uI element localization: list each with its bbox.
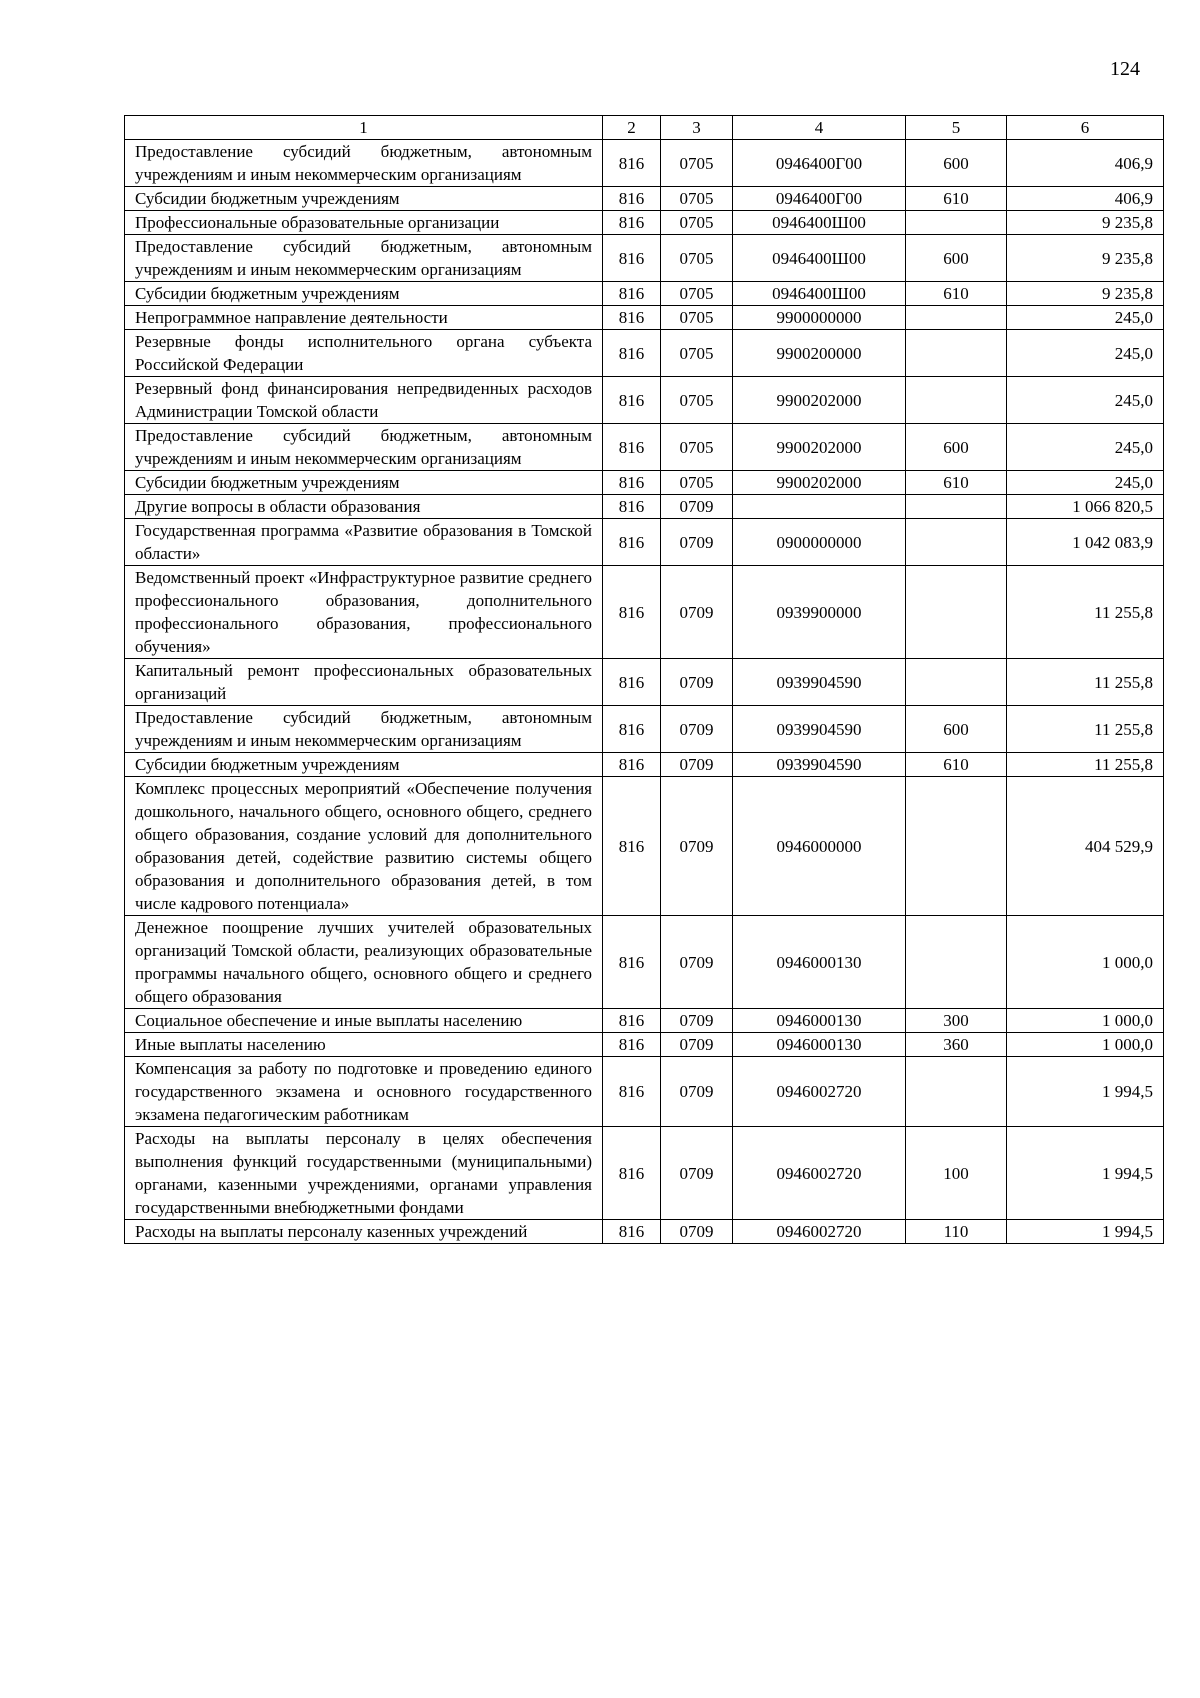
table-row [125,377,1164,424]
row-target-code-cell: 0939904590 [733,753,906,777]
row-sum-cell: 9 235,8 [1007,282,1164,306]
table-row [125,566,1164,659]
row-target-code-cell: 9900202000 [733,471,906,495]
table-row [125,1057,1164,1127]
row-target-code-cell: 0939900000 [733,566,906,659]
row-section-cell: 0709 [661,566,733,659]
row-sum-cell: 1 066 820,5 [1007,495,1164,519]
row-target-code-cell [733,495,906,519]
row-sum-cell: 406,9 [1007,187,1164,211]
row-name-cell: Социальное обеспечение и иные выплаты населению [125,1009,603,1033]
row-section-cell: 0709 [661,519,733,566]
row-ved-cell: 816 [603,1033,661,1057]
row-ved-cell: 816 [603,1220,661,1244]
row-section-cell: 0709 [661,1009,733,1033]
row-ved-cell: 816 [603,519,661,566]
row-sum-cell: 11 255,8 [1007,706,1164,753]
row-expense-type-cell [906,211,1007,235]
table-row [125,235,1164,282]
header-col-4: 4 [733,116,906,140]
row-expense-type-cell: 300 [906,1009,1007,1033]
row-name-cell: Комплекс процессных мероприятий «Обеспечение получения дошкольного, начального общего, основного общего, среднего общего образования, создание условий для дополнительного образования детей, содействие развитию системы общего образования и дополнительного образования детей, в том числе кадрового потенциала» [125,777,603,916]
table-header-row [125,116,1164,140]
row-target-code-cell: 9900200000 [733,330,906,377]
row-sum-cell: 11 255,8 [1007,566,1164,659]
row-expense-type-cell: 600 [906,706,1007,753]
row-name-cell: Резервный фонд финансирования непредвиденных расходов Администрации Томской области [125,377,603,424]
row-name-cell: Компенсация за работу по подготовке и проведению единого государственного экзамена и основного государственного экзамена педагогическим работникам [125,1057,603,1127]
row-expense-type-cell: 610 [906,187,1007,211]
row-expense-type-cell [906,916,1007,1009]
row-target-code-cell: 0946400Г00 [733,140,906,187]
row-target-code-cell: 9900202000 [733,377,906,424]
row-name-cell: Иные выплаты населению [125,1033,603,1057]
row-section-cell: 0705 [661,211,733,235]
row-name-cell: Субсидии бюджетным учреждениям [125,187,603,211]
table-row [125,777,1164,916]
row-target-code-cell: 0939904590 [733,706,906,753]
table-row [125,916,1164,1009]
row-expense-type-cell [906,330,1007,377]
row-name-cell: Расходы на выплаты персоналу казенных учреждений [125,1220,603,1244]
row-expense-type-cell [906,659,1007,706]
row-section-cell: 0705 [661,471,733,495]
row-name-cell: Денежное поощрение лучших учителей образовательных организаций Томской области, реализующих образовательные программы начального общего, основного общего и среднего общего образования [125,916,603,1009]
table-row [125,306,1164,330]
row-expense-type-cell [906,519,1007,566]
row-sum-cell: 245,0 [1007,471,1164,495]
row-sum-cell: 11 255,8 [1007,659,1164,706]
row-ved-cell: 816 [603,706,661,753]
row-ved-cell: 816 [603,1057,661,1127]
header-col-1: 1 [125,116,603,140]
table-row [125,495,1164,519]
header-col-3: 3 [661,116,733,140]
row-sum-cell: 11 255,8 [1007,753,1164,777]
table-row [125,1033,1164,1057]
row-target-code-cell: 0946000130 [733,1009,906,1033]
row-ved-cell: 816 [603,659,661,706]
row-section-cell: 0709 [661,706,733,753]
row-name-cell: Предоставление субсидий бюджетным, автономным учреждениям и иным некоммерческим организациям [125,235,603,282]
row-ved-cell: 816 [603,1009,661,1033]
row-name-cell: Капитальный ремонт профессиональных образовательных организаций [125,659,603,706]
row-ved-cell: 816 [603,330,661,377]
header-col-6: 6 [1007,116,1164,140]
row-sum-cell: 9 235,8 [1007,211,1164,235]
row-ved-cell: 816 [603,424,661,471]
row-target-code-cell: 9900000000 [733,306,906,330]
row-target-code-cell: 0946002720 [733,1220,906,1244]
row-target-code-cell: 0946000130 [733,916,906,1009]
row-section-cell: 0709 [661,753,733,777]
row-name-cell: Субсидии бюджетным учреждениям [125,282,603,306]
row-section-cell: 0705 [661,377,733,424]
row-target-code-cell: 9900202000 [733,424,906,471]
row-name-cell: Резервные фонды исполнительного органа субъекта Российской Федерации [125,330,603,377]
table-row [125,424,1164,471]
row-section-cell: 0705 [661,235,733,282]
row-name-cell: Ведомственный проект «Инфраструктурное развитие среднего профессионального образования, дополнительного профессионального образования, профессионального обучения» [125,566,603,659]
row-section-cell: 0709 [661,1220,733,1244]
row-target-code-cell: 0900000000 [733,519,906,566]
row-sum-cell: 245,0 [1007,377,1164,424]
row-sum-cell: 9 235,8 [1007,235,1164,282]
row-target-code-cell: 0946400Ш00 [733,235,906,282]
row-expense-type-cell [906,1057,1007,1127]
table-row [125,1127,1164,1220]
row-section-cell: 0709 [661,495,733,519]
row-ved-cell: 816 [603,235,661,282]
row-expense-type-cell: 600 [906,424,1007,471]
row-sum-cell: 404 529,9 [1007,777,1164,916]
row-sum-cell: 1 000,0 [1007,916,1164,1009]
row-target-code-cell: 0946400Г00 [733,187,906,211]
row-sum-cell: 1 000,0 [1007,1009,1164,1033]
row-section-cell: 0705 [661,424,733,471]
row-expense-type-cell [906,377,1007,424]
table-row [125,706,1164,753]
table-row [125,1220,1164,1244]
row-sum-cell: 1 994,5 [1007,1220,1164,1244]
row-ved-cell: 816 [603,187,661,211]
row-ved-cell: 816 [603,140,661,187]
row-expense-type-cell [906,306,1007,330]
table-row [125,753,1164,777]
table-row [125,659,1164,706]
row-ved-cell: 816 [603,306,661,330]
row-expense-type-cell: 600 [906,235,1007,282]
row-target-code-cell: 0946400Ш00 [733,282,906,306]
row-expense-type-cell: 610 [906,471,1007,495]
row-target-code-cell: 0946000130 [733,1033,906,1057]
row-sum-cell: 245,0 [1007,330,1164,377]
row-name-cell: Субсидии бюджетным учреждениям [125,753,603,777]
row-ved-cell: 816 [603,211,661,235]
table-row [125,140,1164,187]
row-target-code-cell: 0946400Ш00 [733,211,906,235]
page-number: 124 [1110,58,1140,80]
row-expense-type-cell [906,777,1007,916]
row-section-cell: 0705 [661,306,733,330]
row-section-cell: 0705 [661,282,733,306]
table-row [125,211,1164,235]
row-name-cell: Предоставление субсидий бюджетным, автономным учреждениям и иным некоммерческим организациям [125,424,603,471]
row-expense-type-cell: 610 [906,753,1007,777]
row-sum-cell: 245,0 [1007,424,1164,471]
row-ved-cell: 816 [603,377,661,424]
row-ved-cell: 816 [603,471,661,495]
row-sum-cell: 1 000,0 [1007,1033,1164,1057]
row-section-cell: 0709 [661,1127,733,1220]
row-name-cell: Профессиональные образовательные организации [125,211,603,235]
row-section-cell: 0705 [661,330,733,377]
row-section-cell: 0709 [661,659,733,706]
row-ved-cell: 816 [603,916,661,1009]
table-row [125,330,1164,377]
row-expense-type-cell: 360 [906,1033,1007,1057]
table-body [125,140,1164,1244]
row-sum-cell: 245,0 [1007,306,1164,330]
row-target-code-cell: 0946000000 [733,777,906,916]
table-row [125,282,1164,306]
table-row [125,187,1164,211]
row-target-code-cell: 0946002720 [733,1127,906,1220]
row-name-cell: Государственная программа «Развитие образования в Томской области» [125,519,603,566]
row-sum-cell: 1 994,5 [1007,1127,1164,1220]
row-name-cell: Расходы на выплаты персоналу в целях обеспечения выполнения функций государственными (муниципальными) органами, казенными учреждениями, органами управления государственными внебюджетными фондами [125,1127,603,1220]
budget-table [124,115,1164,1244]
row-ved-cell: 816 [603,753,661,777]
row-expense-type-cell: 610 [906,282,1007,306]
row-sum-cell: 406,9 [1007,140,1164,187]
row-name-cell: Предоставление субсидий бюджетным, автономным учреждениям и иным некоммерческим организациям [125,706,603,753]
row-section-cell: 0709 [661,1057,733,1127]
row-expense-type-cell: 100 [906,1127,1007,1220]
row-sum-cell: 1 994,5 [1007,1057,1164,1127]
row-name-cell: Непрограммное направление деятельности [125,306,603,330]
row-name-cell: Субсидии бюджетным учреждениям [125,471,603,495]
header-col-5: 5 [906,116,1007,140]
row-ved-cell: 816 [603,566,661,659]
row-expense-type-cell: 110 [906,1220,1007,1244]
row-expense-type-cell [906,566,1007,659]
row-expense-type-cell: 600 [906,140,1007,187]
row-section-cell: 0709 [661,916,733,1009]
row-section-cell: 0705 [661,140,733,187]
table-row [125,519,1164,566]
row-section-cell: 0709 [661,777,733,916]
row-name-cell: Другие вопросы в области образования [125,495,603,519]
table-row [125,471,1164,495]
row-ved-cell: 816 [603,777,661,916]
row-target-code-cell: 0939904590 [733,659,906,706]
row-name-cell: Предоставление субсидий бюджетным, автономным учреждениям и иным некоммерческим организациям [125,140,603,187]
row-expense-type-cell [906,495,1007,519]
header-col-2: 2 [603,116,661,140]
table-row [125,1009,1164,1033]
row-ved-cell: 816 [603,282,661,306]
row-sum-cell: 1 042 083,9 [1007,519,1164,566]
row-ved-cell: 816 [603,1127,661,1220]
row-section-cell: 0705 [661,187,733,211]
row-ved-cell: 816 [603,495,661,519]
row-target-code-cell: 0946002720 [733,1057,906,1127]
row-section-cell: 0709 [661,1033,733,1057]
